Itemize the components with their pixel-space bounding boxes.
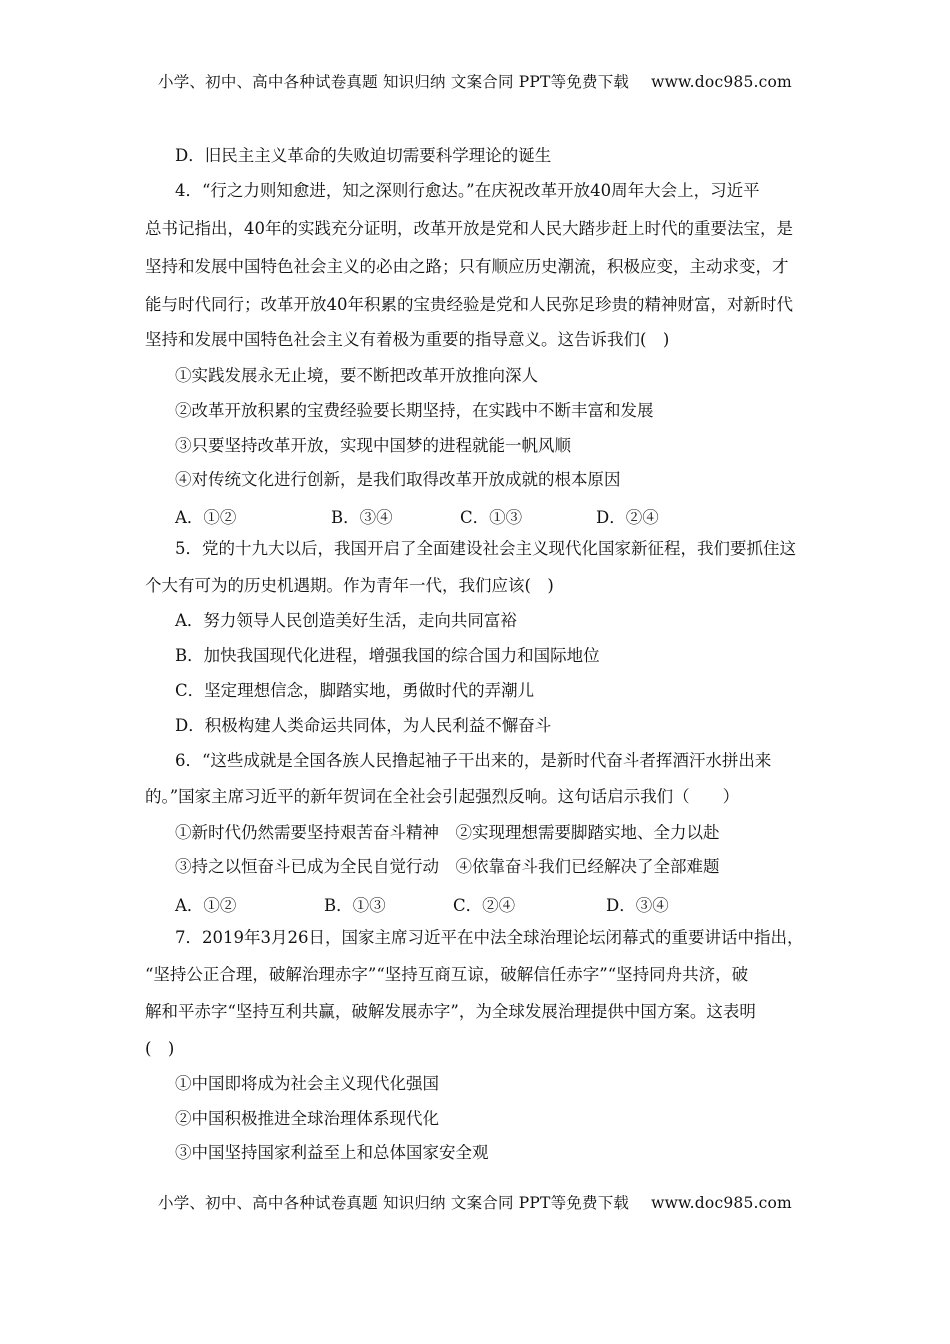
q7-statement-1: ①中国即将成为社会主义现代化强国 xyxy=(175,1074,439,1093)
q5-option-c: C．坚定理想信念，脚踏实地，勇做时代的弄潮儿 xyxy=(175,681,535,700)
footer-text: 小学、初中、高中各种试卷真题 知识归纳 文案合同 PPT等免费下载 xyxy=(158,1194,630,1212)
q4-stem-line-4: 能与时代同行；改革开放40年积累的宝贵经验是党和人民弥足珍贵的精神财富，对新时代 xyxy=(145,295,793,314)
q7-statement-2: ②中国积极推进全球治理体系现代化 xyxy=(175,1109,439,1128)
q6-option-a: A．①② xyxy=(175,896,237,915)
q4-statement-3: ③只要坚持改革开放，实现中国梦的进程就能一帆风顺 xyxy=(175,436,571,455)
q5-option-a: A．努力领导人民创造美好生活，走向共同富裕 xyxy=(175,611,517,630)
q6-option-b: B．①③ xyxy=(324,896,386,915)
q4-stem-line-3: 坚持和发展中国特色社会主义的必由之路；只有顺应历史潮流，积极应变，主动求变，才 xyxy=(145,257,789,276)
q6-statements-3-4: ③持之以恒奋斗已成为全民自觉行动 ④依靠奋斗我们已经解决了全部难题 xyxy=(175,857,720,876)
q6-option-d: D．③④ xyxy=(606,896,669,915)
q4-option-c: C．①③ xyxy=(460,508,523,527)
q7-stem-line-4: ( ) xyxy=(145,1039,175,1058)
footer-site-link[interactable]: www.doc985.com xyxy=(651,1194,792,1212)
q4-stem-line-5: 坚持和发展中国特色社会主义有着极为重要的指导意义。这告诉我们( ) xyxy=(145,330,670,349)
q4-statement-4: ④对传统文化进行创新，是我们取得改革开放成就的根本原因 xyxy=(175,470,621,489)
q3-option-d: D．旧民主主义革命的失败迫切需要科学理论的诞生 xyxy=(175,146,552,165)
q5-option-b: B．加快我国现代化进程，增强我国的综合国力和国际地位 xyxy=(175,646,600,665)
q4-stem-line-2: 总书记指出，40年的实践充分证明，改革开放是党和人民大踏步赶上时代的重要法宝，是 xyxy=(145,219,793,238)
q4-statement-2: ②改革开放积累的宝费经验要长期坚持，在实践中不断丰富和发展 xyxy=(175,401,654,420)
q7-statement-3: ③中国坚持国家利益至上和总体国家安全观 xyxy=(175,1143,489,1162)
q4-stem-line-1: 4．“行之力则知愈进，知之深则行愈达。”在庆祝改革开放40周年大会上，习近平 xyxy=(175,181,760,200)
q7-stem-line-1: 7．2019年3月26日，国家主席习近平在中法全球治理论坛闭幕式的重要讲话中指出， xyxy=(175,928,804,947)
q5-stem-line-2: 个大有可为的历史机遇期。作为青年一代，我们应该( ) xyxy=(145,576,554,595)
header-banner xyxy=(0,70,950,92)
q6-option-c: C．②④ xyxy=(453,896,516,915)
q7-stem-line-3: 解和平赤字“坚持互利共赢，破解发展赤字”，为全球发展治理提供中国方案。这表明 xyxy=(145,1002,756,1021)
q4-option-b: B．③④ xyxy=(331,508,393,527)
q7-stem-line-2: “坚持公正合理，破解治理赤字”“坚持互商互谅，破解信任赤字”“坚持同舟共济，破 xyxy=(145,965,749,984)
q6-statements-1-2: ①新时代仍然需要坚持艰苦奋斗精神 ②实现理想需要脚踏实地、全力以赴 xyxy=(175,823,720,842)
header-site-link[interactable]: www.doc985.com xyxy=(651,73,792,91)
q4-option-a: A．①② xyxy=(175,508,237,527)
q6-stem-line-2: 的。”国家主席习近平的新年贺词在全社会引起强烈反响。这句话启示我们（ ） xyxy=(145,787,740,806)
q4-statement-1: ①实践发展永无止境，要不断把改革开放推向深人 xyxy=(175,366,538,385)
q5-stem-line-1: 5．党的十九大以后，我国开启了全面建设社会主义现代化国家新征程，我们要抓住这 xyxy=(175,539,796,558)
header-text: 小学、初中、高中各种试卷真题 知识归纳 文案合同 PPT等免费下载 xyxy=(158,73,630,91)
footer-banner xyxy=(0,1191,950,1213)
q5-option-d: D．积极构建人类命运共同体，为人民利益不懈奋斗 xyxy=(175,716,552,735)
q6-stem-line-1: 6．“这些成就是全国各族人民撸起袖子干出来的，是新时代奋斗者挥酒汗水拼出来 xyxy=(175,751,772,770)
q4-option-d: D．②④ xyxy=(596,508,659,527)
